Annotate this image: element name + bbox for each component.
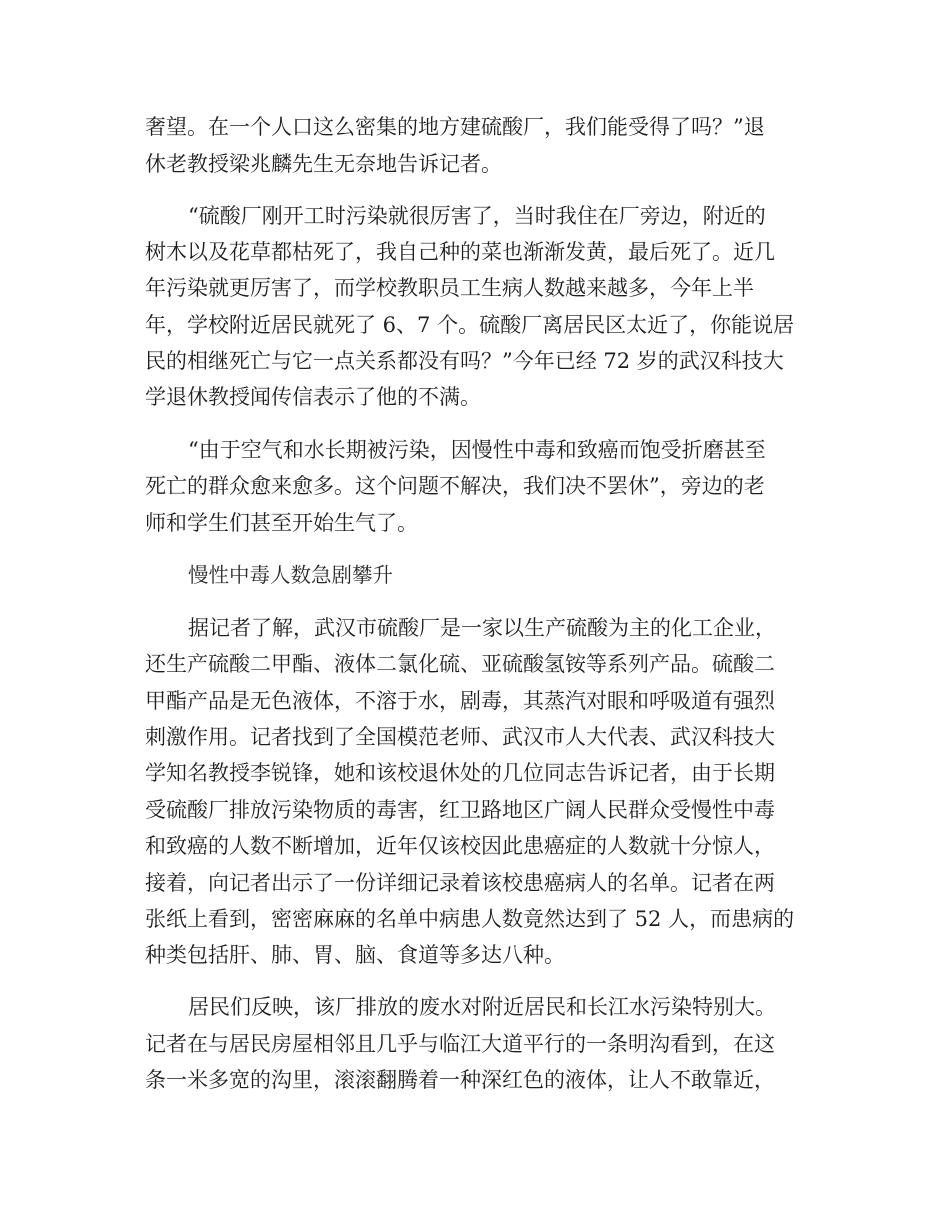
text-line: 休老教授梁兆麟先生无奈地告诉记者。 [145, 152, 502, 176]
text-line: 甲酯产品是无色液体，不溶于水，剧毒，其蒸汽对眼和呼吸道有强烈 [145, 689, 775, 713]
text-line: 还生产硫酸二甲酯、液体二氯化硫、亚硫酸氢铵等系列产品。硫酸二 [145, 652, 775, 676]
text-line: 受硫酸厂排放污染物质的毒害，红卫路地区广阔人民群众受慢性中毒 [145, 798, 775, 822]
text-line: 民的相继死亡与它一点关系都没有吗？”今年已经 72 岁的武汉科技大 [145, 349, 784, 373]
text-line: 年污染就更厉害了，而学校教职员工生病人数越来越多，今年上半 [145, 276, 754, 300]
text-line: 张纸上看到，密密麻麻的名单中病患人数竟然达到了 52 人，而患病的 [145, 907, 795, 931]
text-line: 条一米多宽的沟里，滚滚翻腾着一种深红色的液体，让人不敢靠近， [145, 1068, 775, 1092]
text-line: “由于空气和水长期被污染，因慢性中毒和致癌而饱受折磨甚至 [188, 438, 766, 462]
text-line: 据记者了解，武汉市硫酸厂是一家以生产硫酸为主的化工企业， [188, 616, 776, 640]
text-line: 居民们反映，该厂排放的废水对附近居民和长江水污染特别大。 [188, 995, 776, 1019]
text-line: 奢望。在一个人口这么密集的地方建硫酸厂，我们能受得了吗？”退 [145, 115, 765, 139]
text-line: 和致癌的人数不断增加，近年仅该校因此患癌症的人数就十分惊人， [145, 834, 775, 858]
text-line: 师和学生们甚至开始生气了。 [145, 511, 418, 535]
text-line: 种类包括肝、肺、胃、脑、食道等多达八种。 [145, 943, 565, 967]
text-line: 接着，向记者出示了一份详细记录着该校患癌病人的名单。记者在两 [145, 871, 775, 895]
text-line: 年，学校附近居民就死了 6、7 个。硫酸厂离居民区太近了，你能说居 [145, 313, 795, 337]
text-line: 记者在与居民房屋相邻且几乎与临江大道平行的一条明沟看到，在这 [145, 1032, 775, 1056]
text-line: “硫酸厂刚开工时污染就很厉害了，当时我住在厂旁边，附近的 [188, 204, 766, 228]
text-line: 树木以及花草都枯死了，我自己种的菜也渐渐发黄，最后死了。近几 [145, 240, 775, 264]
text-line: 刺激作用。记者找到了全国模范老师、武汉市人大代表、武汉科技大 [145, 725, 775, 749]
text-line: 死亡的群众愈来愈多。这个问题不解决，我们决不罢休”，旁边的老 [145, 474, 765, 498]
text-line: 学退休教授闻传信表示了他的不满。 [145, 385, 481, 409]
section-heading: 慢性中毒人数急剧攀升 [188, 563, 393, 587]
text-line: 学知名教授李锐锋，她和该校退休处的几位同志告诉记者，由于长期 [145, 761, 775, 785]
